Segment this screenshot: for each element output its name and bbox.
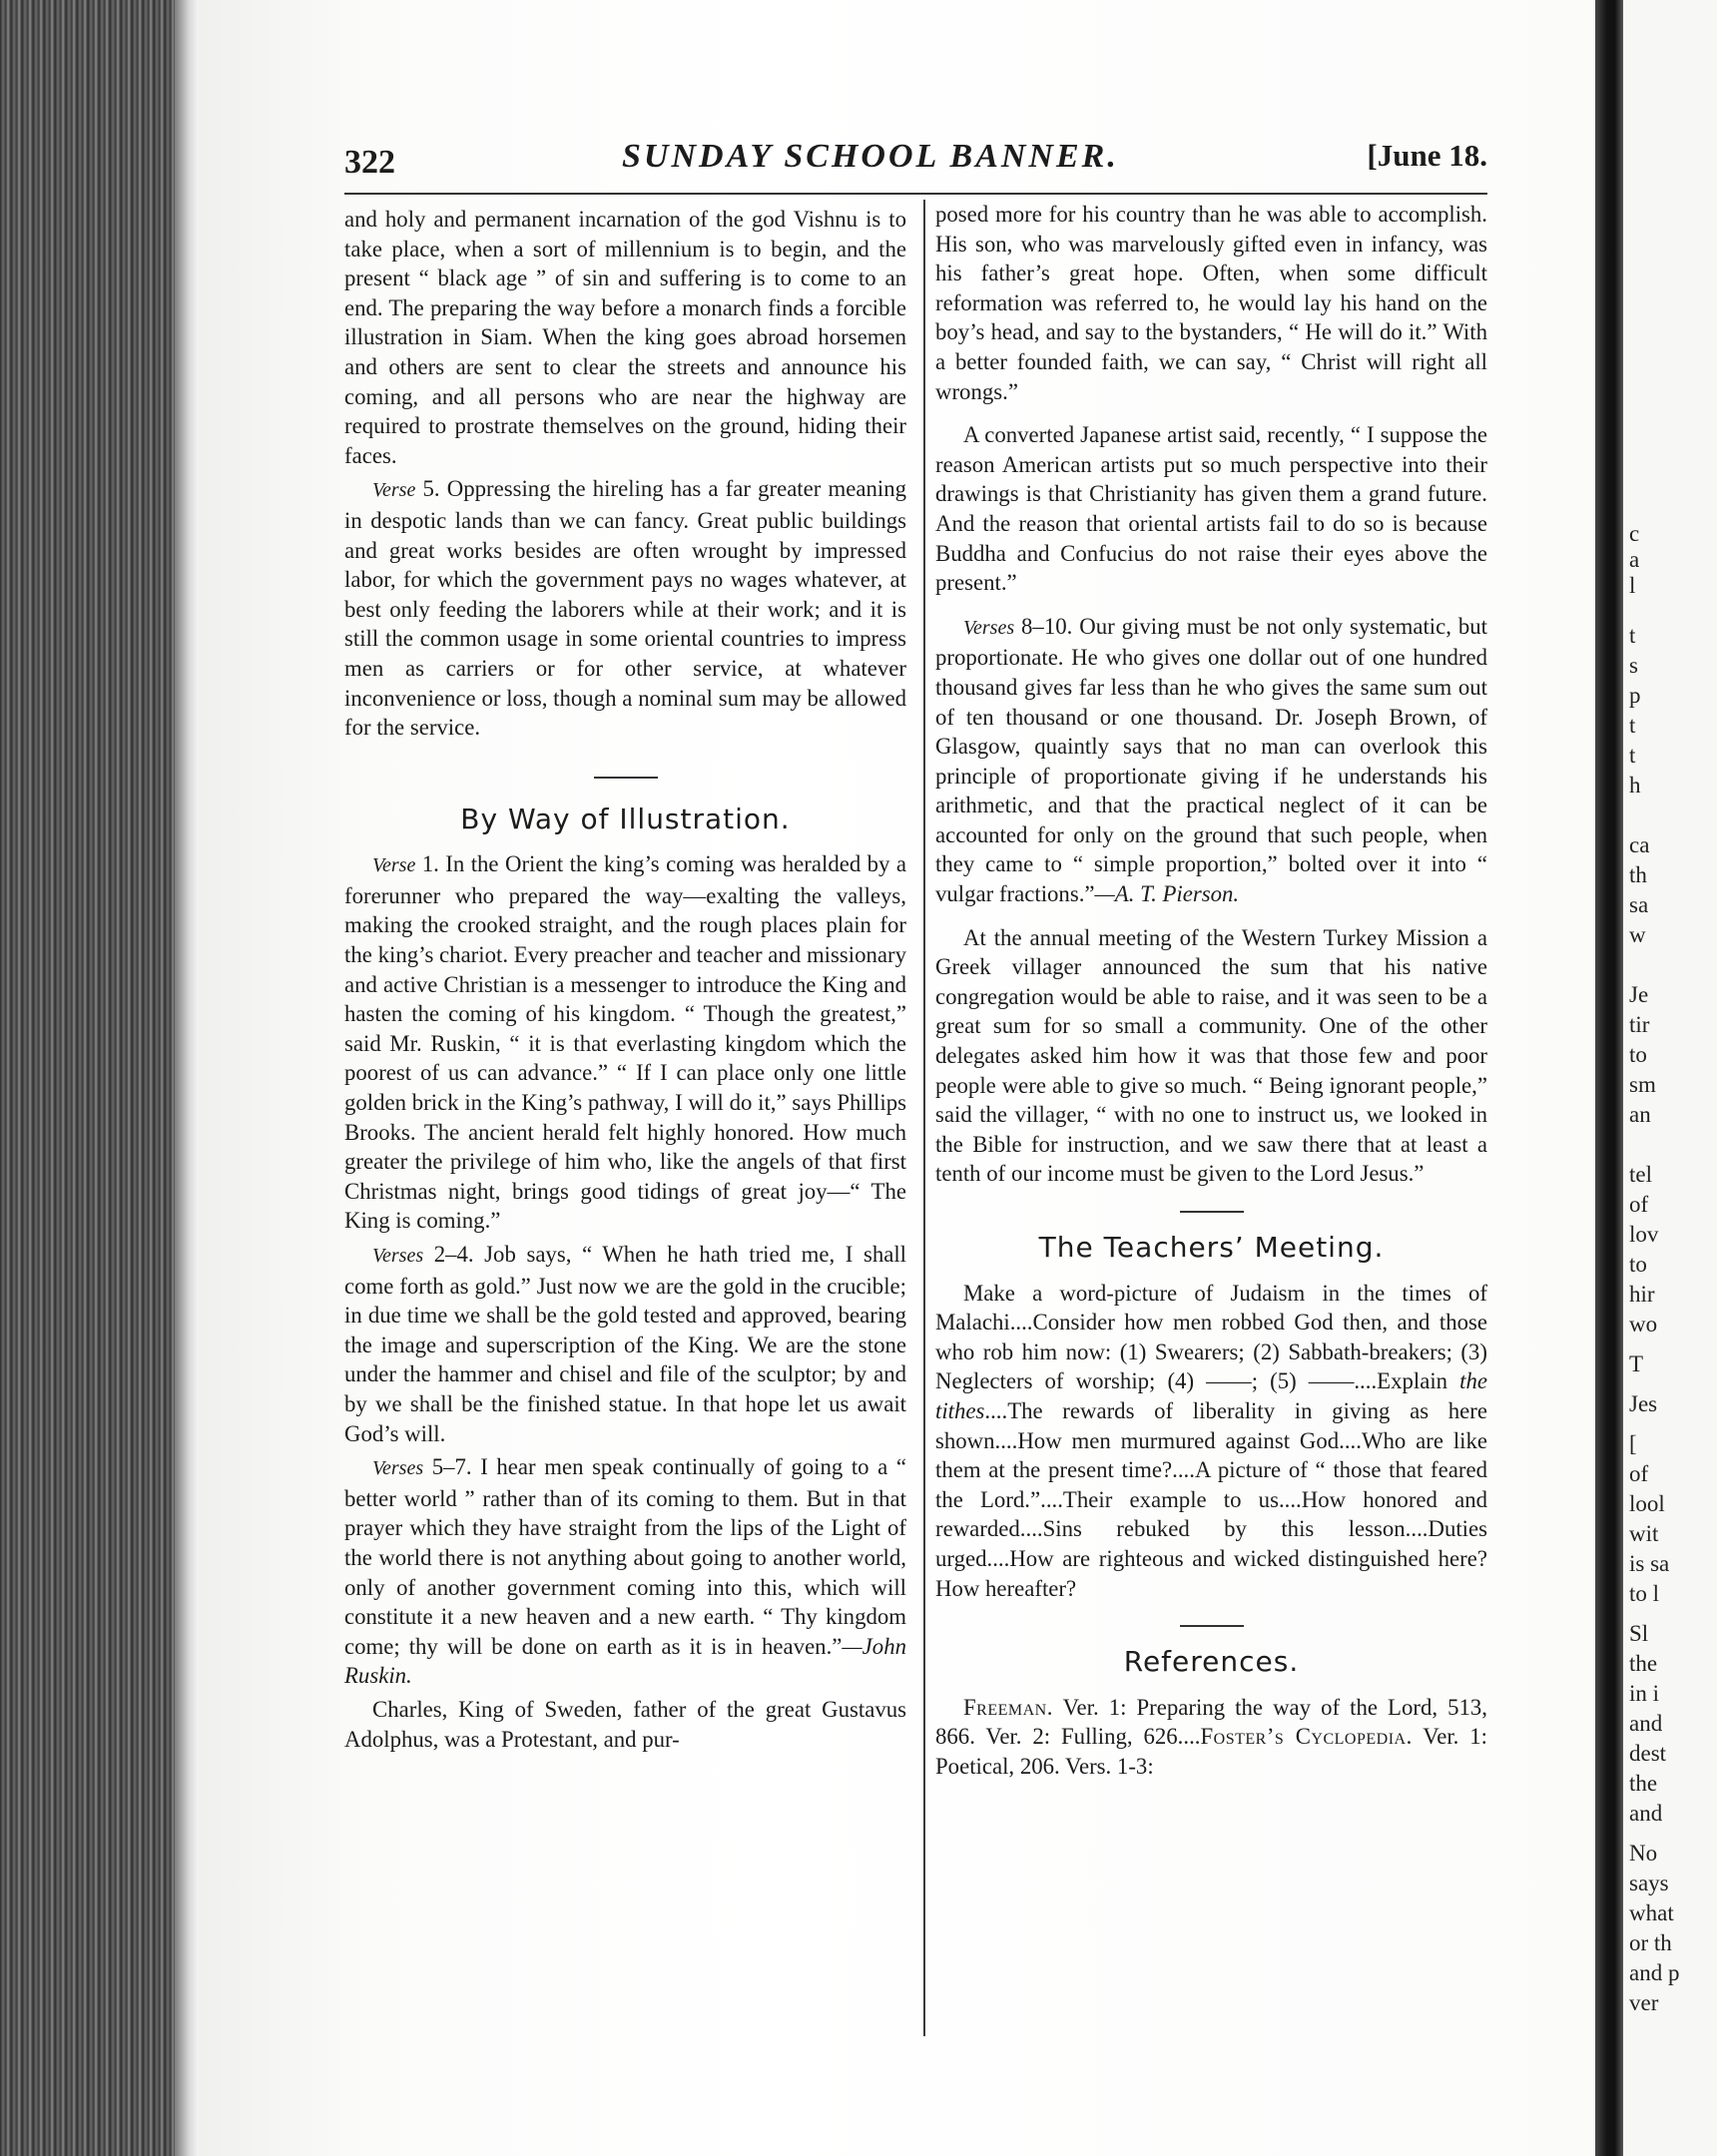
verse-text: Our giving must be not only systematic, but proportionate. He who gives one dollar out of one hundred thousand gives far less than he who gives the same sum out of ten thousand or one thousand. Dr. Joseph Brown, of Glasgow, quaintly says that no man can overlook this principle of proportionate giving if he understands his arithmetic, and that the practical neglect of it can be accounted for only on the ground that such people, when they came to “ simple proportion,” bolted over it into “ vulgar fractions.”: [935, 613, 1487, 907]
facing-page-text-fragment: and p: [1629, 1960, 1680, 1985]
verse-text: Job says, “ When he hath tried me, I shall come forth as gold.” Just now we are the gold in the crucible; in due time we shall be the gold tested and approved, bearing the image and superscription of the King. We are the stone under the hammer and chisel and file of the sculptor; by and by we shall be the finished statue. In that hope let us await God’s will.: [344, 1242, 906, 1446]
facing-page-text-fragment: c: [1629, 521, 1640, 546]
facing-page-text-fragment: in i: [1629, 1681, 1660, 1706]
verse-number: 5.: [415, 476, 440, 502]
issue-date: [June 18.: [1367, 138, 1487, 173]
facing-page-text-fragment: an: [1629, 1102, 1651, 1127]
western-turkey-paragraph: At the annual meeting of the Western Turkey Mission a Greek villager announced the sum that his native congregation would be able to raise, and it was seen to be a great sum for so small a community. One of the other delegates asked him how it was that those few and poor people were able to give so much. “ Being ignorant people,” said the villager, “ with no one to instruct us, we looked in the Bible for instruction, and we saw there that at least a tenth of our income must be given to the Lord Jesus.”: [935, 924, 1487, 1187]
page-edge-shadow: [175, 0, 199, 2156]
page-number: 322: [344, 144, 395, 181]
teachers-text: Make a word-picture of Judaism in the times of Malachi....Consider how men robbed God then, and those who rob him now: (1) Swearers; (2) Sabbath-breakers; (3) Neglecters of worship; (4) ——; (5) ——....Explain: [935, 1280, 1487, 1394]
facing-page-text-fragment: No: [1629, 1841, 1658, 1866]
left-column: [344, 205, 906, 1754]
reference-source: Foster’s Cyclopedia.: [1200, 1724, 1413, 1750]
book-binding: [0, 0, 175, 2156]
facing-page-text-fragment: and: [1629, 1711, 1663, 1736]
facing-page-text-fragment: a: [1629, 547, 1640, 572]
facing-page-text-fragment: Jes: [1629, 1391, 1658, 1416]
verse-label: Verse: [372, 479, 416, 502]
facing-page-text-fragment: tel: [1629, 1162, 1652, 1187]
verse-label: Verse: [372, 854, 416, 877]
facing-page-text-fragment: to: [1629, 1042, 1647, 1067]
facing-page-text-fragment: sa: [1629, 892, 1649, 917]
facing-page-text-fragment: t: [1629, 743, 1636, 768]
facing-page-text-fragment: says: [1629, 1871, 1669, 1895]
charles-paragraph: Charles, King of Sweden, father of the great Gustavus Adolphus, was a Protestant, and pur-: [344, 1696, 906, 1752]
facing-page-text-fragment: and: [1629, 1801, 1663, 1826]
verse-label: Verses: [372, 1457, 424, 1480]
facing-page-text-fragment: ca: [1629, 832, 1650, 857]
verse-number: 1.: [415, 851, 439, 877]
facing-page-text-fragment: wit: [1629, 1521, 1659, 1546]
facing-page-text-fragment: Sl: [1629, 1621, 1649, 1646]
attribution: —A. T. Pierson.: [1094, 881, 1240, 907]
facing-page-text-fragment: w: [1629, 922, 1646, 947]
running-title: SUNDAY SCHOOL BANNER.: [622, 138, 1119, 175]
facing-page-text-fragment: to l: [1629, 1581, 1660, 1606]
facing-page-text-fragment: of: [1629, 1461, 1649, 1486]
japanese-artist-paragraph: A converted Japanese artist said, recently, “ I suppose the reason American artists put so much perspective into their drawings is that Christianity has given them a grand future. And the reason that oriental artists fail to do so is because Buddha and Confucius do not raise their eyes above the present.”: [935, 422, 1487, 596]
facing-page-text-fragment: lool: [1629, 1491, 1665, 1516]
facing-page-text-fragment: wo: [1629, 1312, 1658, 1337]
facing-page-text-fragment: l: [1629, 573, 1636, 598]
facing-page-text-fragment: T: [1629, 1351, 1644, 1376]
facing-page-text-fragment: the: [1629, 1771, 1658, 1796]
facing-page-text-fragment: t: [1629, 713, 1636, 738]
teachers-meeting-heading: The Teachers’ Meeting.: [1038, 1231, 1385, 1264]
page-header: [344, 138, 1487, 190]
continued-paragraph: and holy and permanent incarnation of the god Vishnu is to take place, when a sort of millennium is to begin, and the present “ black age ” of sin and suffering is to come to an end. The preparing the way before a monarch finds a forcible illustration in Siam. When the king goes abroad horsemen and others are sent to clear the streets and announce his coming, and all persons who are near the highway are required to prostrate themselves on the ground, hiding their faces.: [344, 207, 906, 468]
facing-page-text-fragment: p: [1629, 683, 1641, 708]
facing-page-text-fragment: what: [1629, 1900, 1674, 1925]
header-rule: [344, 193, 1487, 195]
facing-page-edge: [1623, 0, 1717, 2156]
verse-text: I hear men speak continually of going to a “ better world ” rather than of its coming to them. But in that prayer which they have straight from the lips of the Light of the world there is not anything about going to another world, only of another government coming into this, which will constitute it a new heaven and a new earth. “ Thy kingdom come; thy will be done on earth as it is in heaven.”: [344, 1454, 907, 1659]
facing-page-text-fragment: ver: [1629, 1990, 1659, 2015]
facing-page-text-fragment: h: [1629, 773, 1641, 798]
facing-page-text-fragment: Je: [1629, 982, 1649, 1007]
facing-page-text-fragment: lov: [1629, 1222, 1659, 1247]
verse-number: 8–10.: [1014, 613, 1073, 639]
verse-text: In the Orient the king’s coming was heralded by a forerunner who prepared the way—exalting the valleys, making the crooked straight, and the rough places plain for the king’s chariot. Every preacher and teacher and missionary and active Christian is a messenger to introduce the King and hasten the coming of his kingdom. “ Though the greatest,” said Mr. Ruskin, “ it is that everlasting kingdom which the poorest of us can advance.” “ If I can place only one little golden brick in the King’s pathway, I will do it,” says Phillips Brooks. The ancient herald felt highly honored. How much greater the privilege of him who, like the angels of that first Christmas night, brings good tidings of great joy—“ The King is coming.”: [344, 851, 906, 1234]
verses-5-7-illustration: [344, 1452, 906, 1691]
facing-page-text-fragment: hir: [1629, 1282, 1655, 1307]
reference-text: Ver. 1: Preparing the way of the Lord, 513, 866. Ver. 2: Fulling, 626....: [935, 1694, 1487, 1750]
teachers-meeting-paragraph: [935, 1279, 1487, 1604]
facing-page-text-fragment: tir: [1629, 1012, 1650, 1037]
facing-page-text-fragment: sm: [1629, 1072, 1656, 1097]
teachers-text: ....The rewards of liberality in giving as here shown....How men murmured against God....Who are like them at the present time?....A picture of “ those that feared the Lord.”....Their example to us....How honored and rewarded....Sins rebuked by this lesson....Duties urged....How are righteous and wicked distinguished here? How hereafter?: [935, 1397, 1487, 1601]
reference-text: Ver. 1: Poetical, 206. Vers. 1-3:: [935, 1724, 1487, 1779]
column-rule: [923, 200, 925, 2036]
verse-1-illustration: [344, 849, 906, 1236]
facing-page-text-fragment: t: [1629, 623, 1636, 648]
references-paragraph: [935, 1693, 1487, 1782]
facing-page-text-fragment: of: [1629, 1192, 1649, 1217]
verse-label: Verses: [963, 616, 1015, 639]
verses-8-10-illustration: [935, 612, 1487, 909]
verse-number: 2–4.: [423, 1242, 474, 1267]
section-divider: [594, 777, 658, 779]
verse-text: Oppressing the hireling has a far greater meaning in despotic lands than we can fancy. Great public buildings and great works besides are often wrought by impressed labor, for which the government pays no wages whatever, at best only feeding the laborers while at their work; and it is still the common usage in some oriental countries to impress men as carriers or for other service, at whatever inconvenience or loss, though a nominal sum may be allowed for the service.: [344, 476, 907, 741]
book-gutter: [1595, 0, 1623, 2156]
verse-5-paragraph: [344, 474, 906, 742]
verse-label: Verses: [372, 1245, 424, 1267]
facing-page-text-fragment: dest: [1629, 1741, 1667, 1766]
references-heading: References.: [1123, 1645, 1300, 1679]
attribution: —John Ruskin.: [344, 1633, 906, 1689]
section-divider: [1180, 1625, 1244, 1627]
right-column: [935, 200, 1487, 1782]
section-divider: [1180, 1211, 1244, 1213]
emphasis: the tithes: [935, 1368, 1487, 1423]
verse-number: 5–7.: [423, 1454, 472, 1480]
charles-continued: posed more for his country than he was able to accomplish. His son, who was marvelously gifted even in infancy, was his father’s great hope. Often, when some difficult reformation was referred to, he would lay his hand on the boy’s head, and say to the bystanders, “ He will do it.” With a better founded faith, we can say, “ Christ will right all wrongs.”: [935, 202, 1487, 404]
facing-page-text-fragment: [: [1629, 1431, 1637, 1456]
facing-page-text-fragment: the: [1629, 1651, 1658, 1676]
illustration-heading: By Way of Illustration.: [460, 802, 791, 835]
verses-2-4-illustration: [344, 1240, 906, 1448]
facing-page-text-fragment: th: [1629, 862, 1647, 887]
facing-page-text-fragment: to: [1629, 1252, 1647, 1277]
facing-page-text-fragment: or th: [1629, 1930, 1672, 1955]
facing-page-text-fragment: s: [1629, 653, 1638, 678]
reference-source: Freeman.: [963, 1694, 1053, 1720]
facing-page-text-fragment: is sa: [1629, 1551, 1670, 1576]
